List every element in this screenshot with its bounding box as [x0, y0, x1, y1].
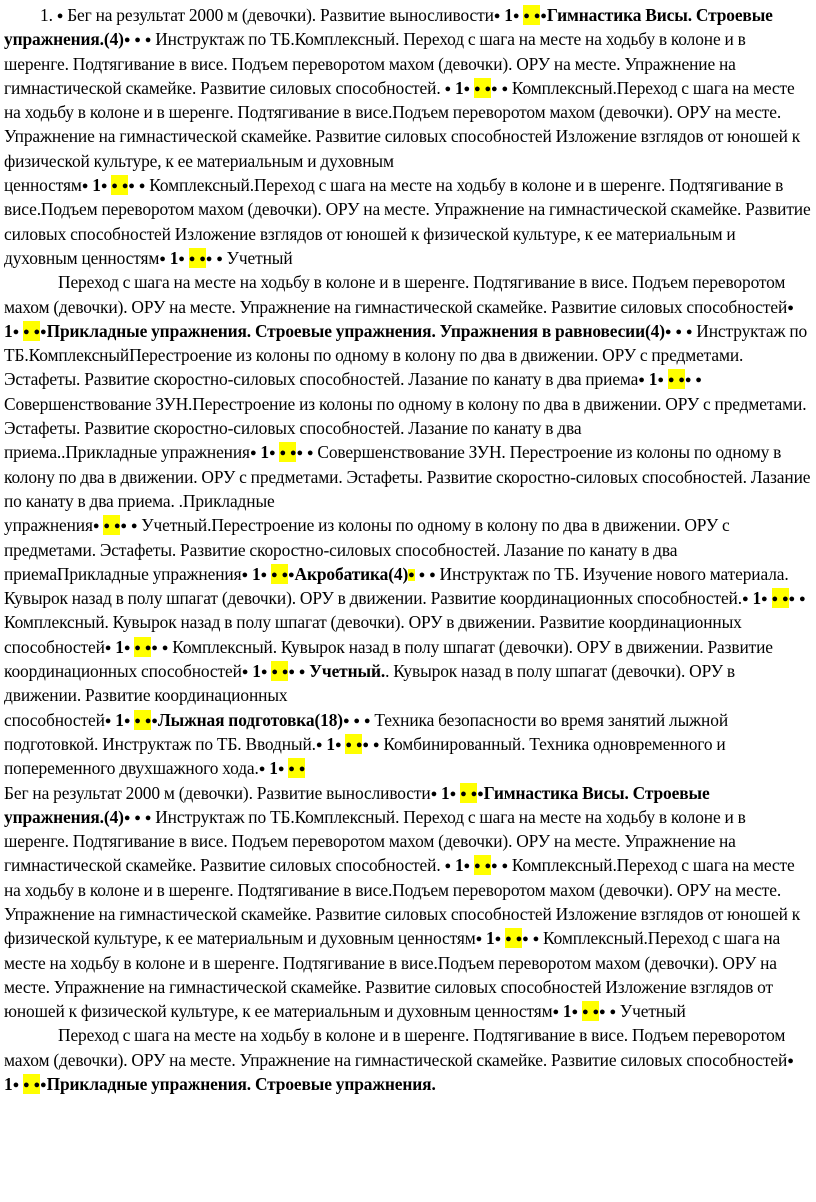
bullet-dot-icon: ● [372, 738, 380, 751]
bullet-dot-icon: ● [430, 787, 438, 800]
bullet-dot-icon: ● [40, 325, 47, 338]
bold-text: 1 [451, 77, 464, 98]
bullet-dot-icon: ● [123, 811, 131, 824]
bullet-dot-icon: ● [241, 666, 249, 679]
bold-text: 1 [644, 369, 658, 390]
bullet-pair [353, 710, 370, 730]
bullet-dot-icon: ● [474, 860, 481, 873]
highlighted-bullets [271, 564, 288, 584]
bullet-dot-icon: ● [100, 180, 108, 193]
bullet-dot-icon: ● [296, 447, 303, 460]
text-run: способностей [4, 636, 105, 657]
bullet-pair [296, 442, 313, 462]
bullet-dot-icon: ● [271, 568, 278, 581]
bullet-dot-icon: ● [761, 593, 768, 606]
bullet-dot-icon: ● [161, 641, 169, 654]
bold-text: 1 [500, 5, 513, 25]
bullet-dot-icon: ● [306, 447, 314, 460]
bullet-dot-icon: ● [491, 82, 498, 95]
bullet-dot-icon: ● [474, 82, 481, 95]
bullet-dot-icon: ● [512, 10, 520, 22]
bullet-pair [151, 637, 168, 657]
bullet-dot-icon: ● [277, 763, 285, 776]
bullet-dot-icon: ● [533, 10, 541, 22]
bullet-dot-icon: ● [552, 1006, 559, 1019]
text-run: Переход с шага на месте на ходьбу в колоне и в шеренге. Подтягивание в висе. Подъем переворотом махом (девочки). ОРУ на месте. Упражнение на гимнастической скамейке. Развитие силовых способностей [4, 272, 788, 317]
bullet-dot-icon: ● [493, 10, 501, 22]
highlighted-bullets [134, 637, 151, 657]
bullet-dot-icon: ● [342, 714, 350, 727]
text-run: Переход с шага на месте на ходьбу в колоне и в шеренге. Подтягивание в висе. Подъем переворотом махом (девочки). ОРУ на месте. Упражнение на гимнастической скамейке. Развитие силовых способностей [4, 1025, 788, 1070]
bullet-dot-icon: ● [40, 1079, 47, 1092]
text-run: Совершенствование ЗУН. Перестроение из колоны по одному в колону по два в движении. ОРУ с предметами. Эстафеты. Развитие скоростно-силовых способностей. Лазание по канату в два приема. .Прикладные [4, 442, 811, 511]
bullet-dot-icon: ● [205, 252, 213, 265]
highlighted-bullets [134, 710, 151, 730]
bold-text: 1 [482, 928, 495, 949]
bullet-dot-icon: ● [501, 860, 508, 873]
bullet-dot-icon: ● [598, 1006, 606, 1019]
highlighted-bullets [523, 5, 540, 25]
bullet-dot-icon: ● [249, 447, 257, 460]
bullet-dot-icon: ● [362, 738, 369, 751]
bullet-dot-icon: ● [501, 82, 508, 95]
bullet-dot-icon: ● [260, 568, 268, 581]
bullet-dot-icon: ● [609, 1006, 616, 1019]
bullet-dot-icon: ● [92, 520, 100, 533]
text-run: Комплексный. Кувырок назад в полу шпагат (девочки). ОРУ в движении. Развитие координационных способностей [4, 636, 773, 682]
bullet-dot-icon: ● [279, 447, 286, 460]
text-run: Инструктаж по ТБ.КомплексныйПерестроение из колоны по одному в колону по два в движении. ОРУ с предметами. Эстафеты. Развитие скоростно-силовых способностей. Лазание по канату в два приема [4, 320, 808, 390]
bullet-dot-icon: ● [345, 738, 352, 751]
bullet-dot-icon: ● [260, 666, 268, 679]
bullet-pair [491, 855, 508, 875]
bullet-dot-icon: ● [104, 641, 112, 654]
bullet-dot-icon: ● [241, 568, 249, 581]
bullet-dot-icon: ● [685, 325, 693, 338]
bullet-dot-icon: ● [288, 568, 295, 581]
bullet-dot-icon: ● [592, 1006, 599, 1019]
highlighted-bullets [668, 369, 685, 389]
bold-text: 1 [451, 855, 464, 876]
bullet-dot-icon: ● [684, 374, 692, 387]
text-run: упражнения [4, 515, 93, 536]
bullet-dot-icon: ● [334, 738, 342, 751]
bullet-pair [206, 248, 223, 268]
bullet-dot-icon: ● [484, 860, 491, 873]
bullet-pair [675, 321, 692, 341]
bullet-dot-icon: ● [787, 301, 794, 314]
bullet-dot-icon: ● [657, 374, 664, 387]
bullet-dot-icon: ● [56, 10, 64, 22]
bullet-dot-icon: ● [113, 520, 121, 533]
bullet-dot-icon: ● [444, 860, 452, 873]
bold-text: Гимнастика Висы. Строевые упражнения.(4) [4, 782, 710, 827]
bullet-dot-icon: ● [460, 787, 467, 800]
bullet-dot-icon: ● [798, 593, 806, 606]
text-run: Комбинированный. Техника одновременного и попеременного двухшажного хода. [4, 733, 726, 779]
bullet-dot-icon: ● [532, 933, 540, 946]
bullet-dot-icon: ● [144, 811, 152, 824]
bullet-dot-icon: ● [470, 787, 478, 800]
bold-text: 1 [748, 588, 762, 609]
text-run: ценностям [397, 928, 476, 949]
bullet-dot-icon: ● [159, 252, 166, 265]
highlighted-bullets [103, 515, 120, 535]
text-run: приема..Прикладные упражнения [4, 442, 250, 463]
bullet-dot-icon: ● [144, 641, 152, 654]
bold-text: 1 [248, 563, 261, 584]
bullet-dot-icon: ● [134, 714, 141, 727]
bullet-dot-icon: ● [134, 811, 141, 824]
bold-text: 1 [322, 733, 335, 754]
bullet-dot-icon: ● [151, 641, 158, 654]
bullet-dot-icon: ● [216, 252, 223, 265]
bold-text: 1 [111, 709, 124, 730]
bullet-pair [134, 29, 151, 49]
bullet-dot-icon: ● [281, 666, 289, 679]
text-run: Инструктаж по ТБ.Комплексный. Переход с шага на месте на ходьбу в колоне и в шеренге. Подтягивание в висе. Подъем переворотом махом (девочки). ОРУ на месте. Упражнение на гимнастической скамейке. Развитие силовых способностей. [4, 806, 746, 876]
bullet-dot-icon: ● [695, 374, 702, 387]
bullet-dot-icon: ● [444, 82, 452, 95]
bullet-dot-icon: ● [788, 593, 796, 606]
bullet-pair [522, 928, 539, 948]
highlighted-bullets [460, 783, 477, 803]
bullet-dot-icon: ● [781, 593, 789, 606]
bullet-dot-icon: ● [581, 1006, 589, 1019]
bullet-dot-icon: ● [134, 641, 141, 654]
bullet-dot-icon: ● [281, 568, 288, 581]
highlighted-bullets [271, 661, 288, 681]
bold-text: 1 [88, 175, 101, 196]
bullet-dot-icon: ● [111, 180, 118, 193]
bullet-dot-icon: ● [363, 714, 371, 727]
bold-text: 1 [4, 1074, 13, 1095]
bullet-dot-icon: ● [505, 933, 512, 946]
bullet-dot-icon: ● [463, 82, 471, 95]
highlighted-bullets [288, 758, 305, 778]
bullet-dot-icon: ● [151, 714, 158, 727]
bullet-dot-icon: ● [103, 520, 110, 533]
bullet-dot-icon: ● [271, 666, 278, 679]
bold-text: 1 [256, 442, 269, 463]
bullet-dot-icon: ● [787, 1054, 794, 1067]
bullet-pair [362, 734, 379, 754]
bullet-dot-icon: ● [522, 933, 529, 946]
bullet-dot-icon: ● [289, 447, 297, 460]
bullet-dot-icon: ● [540, 10, 547, 22]
bullet-dot-icon: ● [463, 860, 471, 873]
paragraph [4, 3, 812, 270]
bullet-dot-icon: ● [144, 714, 152, 727]
bullet-pair [288, 661, 305, 681]
bold-text: 1 [165, 247, 179, 268]
bullet-dot-icon: ● [477, 787, 484, 800]
highlighted-bullets [474, 78, 491, 98]
bullet-dot-icon: ● [33, 325, 41, 338]
bullet-dot-icon: ● [418, 568, 426, 581]
bullet-dot-icon: ● [130, 520, 138, 533]
highlighted-bullets [505, 928, 522, 948]
bullet-dot-icon: ● [298, 666, 306, 679]
text-run: Бег на результат 2000 м (девочки). Развитие выносливости [63, 5, 494, 25]
text-run: Комплексный.Переход с шага на месте на ходьбу в колоне и в шеренге. Подтягивание в висе.Подъем переворотом махом (девочки). ОРУ на месте. Упражнение на гимнастической скамейке. Развитие силовых способностей Изложение взглядов от юношей к физической культуре, к ее материальным и духовным ценностям [4, 175, 811, 268]
bold-text: 1 [437, 782, 450, 803]
bold-text: 1 [559, 1001, 572, 1022]
bullet-dot-icon: ● [515, 933, 523, 946]
bullet-pair [789, 588, 806, 608]
bullet-dot-icon: ● [104, 714, 112, 727]
bullet-dot-icon: ● [120, 520, 127, 533]
text-run: Комплексный.Переход с шага на месте на ходьбу в колоне и в шеренге. Подтягивание в висе.Подъем переворотом махом (девочки). ОРУ на месте. Упражнение на гимнастической скамейке. Развитие силовых способностей Изложение взглядов от юношей к физической культуре, к ее материальным и духовным [4, 77, 801, 171]
bullet-dot-icon: ● [123, 641, 131, 654]
bold-text: Прикладные упражнения. Строевые упражнения. [46, 1074, 436, 1095]
highlighted-bullets [279, 442, 296, 462]
highlighted-bullets [474, 855, 491, 875]
bullet-pair [120, 515, 137, 535]
text-run: Комплексный. Кувырок назад в полу шпагат (девочки). ОРУ в движении. Развитие координационных [4, 612, 742, 633]
bold-text: Акробатика(4) [294, 563, 409, 584]
bullet-pair [134, 807, 151, 827]
text-run: Инструктаж по ТБ.Комплексный. Переход с шага на месте на ходьбу в колоне и в шеренге. Подтягивание в висе. Подъем переворотом махом (девочки). ОРУ на месте. Упражнение на гимнастической скамейке. Развитие силовых способностей. [4, 29, 746, 98]
bullet-pair [419, 564, 436, 584]
bullet-dot-icon: ● [81, 180, 89, 193]
bullet-dot-icon: ● [138, 180, 146, 193]
text-run: Комплексный.Переход с шага на месте на ходьбу в колоне и в шеренге. Подтягивание в висе.Подъем переворотом махом (девочки). ОРУ на месте. Упражнение на гимнастической скамейке. Развитие силовых способностей Изложение взглядов от юношей к физической культуре, к ее материальным и духовным ценностям [4, 928, 781, 1022]
bullet-dot-icon: ● [144, 34, 152, 47]
text-run: Бег на результат 2000 м (девочки). Развитие выносливости [4, 782, 431, 803]
text-run: 1. [40, 5, 57, 25]
bullet-dot-icon: ● [288, 763, 295, 776]
highlighted-bullets [772, 588, 789, 608]
bullet-dot-icon: ● [491, 860, 498, 873]
bullet-dot-icon: ● [258, 763, 266, 776]
bold-text: 1 [248, 661, 261, 682]
text-run: Комплексный.Переход с шага на месте на ходьбу в колоне и в шеренге. Подтягивание в висе.Подъем переворотом махом (девочки). ОРУ на месте. Упражнение на гимнастической скамейке. Развитие силовых способностей Изложение взглядов от юношей к физической культуре, к ее материальным и духовным [4, 855, 801, 949]
paragraph [4, 1023, 812, 1096]
text-run: ценностям [4, 175, 82, 196]
text-run: Техника безопасности во время занятий лыжной подготовкой. Инструктаж по ТБ. Вводный. [4, 709, 729, 754]
bullet-dot-icon: ● [23, 325, 30, 338]
bold-text: Прикладные упражнения. Строевые упражнения. Упражнения в равновесии(4) [46, 320, 665, 341]
bullet-pair [685, 369, 702, 389]
bullet-dot-icon: ● [494, 933, 502, 946]
bullet-dot-icon: ● [678, 374, 685, 387]
text-run: . Кувырок назад в полу шпагат (девочки). ОРУ в движении. Развитие координационных [4, 661, 735, 706]
bullet-dot-icon: ● [667, 374, 675, 387]
bullet-dot-icon: ● [123, 714, 131, 727]
highlighted-bullets [23, 321, 40, 341]
bullet-dot-icon: ● [288, 666, 295, 679]
bullet-dot-icon: ● [23, 1079, 30, 1092]
text-run: Инструктаж по ТБ. Изучение нового материала. Кувырок назад в полу шпагат (девочки). ОРУ в движении. Развитие координационных способностей. [4, 563, 789, 609]
text-run: Совершенствование ЗУН.Перестроение из колоны по одному в колону по два в движении. ОРУ с предметами. Эстафеты. Развитие скоростно-силовых способностей. Лазание по канату в два [4, 393, 807, 439]
bold-text: Лыжная подготовка(18) [157, 709, 343, 730]
bold-text: 1 [111, 636, 124, 657]
highlighted-bullets [111, 175, 128, 195]
bullet-dot-icon: ● [771, 593, 779, 606]
bullet-dot-icon: ● [121, 180, 129, 193]
bullet-pair [491, 78, 508, 98]
highlighted-bullets [189, 248, 206, 268]
bold-text: 1 [265, 758, 278, 779]
bullet-dot-icon: ● [33, 1079, 41, 1092]
bullet-dot-icon: ● [188, 252, 196, 265]
bullet-dot-icon: ● [475, 933, 483, 946]
bullet-dot-icon: ● [123, 34, 131, 47]
highlighted-bullets [23, 1074, 40, 1094]
bullet-dot-icon: ● [315, 738, 323, 751]
bullet-dot-icon: ● [355, 738, 363, 751]
bullet-pair [128, 175, 145, 195]
bullet-dot-icon: ● [128, 180, 135, 193]
bullet-dot-icon: ● [298, 763, 306, 776]
text-run: Учетный [222, 247, 293, 268]
bold-text: Гимнастика Висы. Строевые упражнения.(4) [4, 5, 773, 50]
bullet-dot-icon: ● [408, 568, 415, 581]
bullet-dot-icon: ● [178, 252, 185, 265]
text-run: Учетный [615, 1001, 686, 1022]
bullet-dot-icon: ● [523, 10, 530, 22]
bullet-dot-icon: ● [741, 593, 749, 606]
text-run: способностей [4, 709, 105, 730]
bullet-dot-icon: ● [134, 34, 141, 47]
bullet-dot-icon: ● [12, 325, 20, 338]
bullet-dot-icon: ● [484, 82, 491, 95]
paragraph [4, 781, 812, 1024]
bold-text: 1 [4, 320, 13, 341]
text-run: Учетный.Перестроение из колоны по одному в колону по два в движении. ОРУ с предметами. Эстафеты. Развитие скоростно-силовых способностей. Лазание по канату в два приемаПрикладные упражнения [4, 515, 730, 584]
bullet-dot-icon: ● [571, 1006, 579, 1019]
bullet-dot-icon: ● [199, 252, 206, 265]
paragraph [4, 270, 812, 780]
bullet-dot-icon: ● [429, 568, 436, 581]
bullet-dot-icon: ● [268, 447, 276, 460]
bold-text: Учетный. [305, 661, 386, 682]
bullet-dot-icon: ● [353, 714, 360, 727]
bullet-dot-icon: ● [638, 374, 645, 387]
bullet-dot-icon: ● [675, 325, 682, 338]
highlighted-bullets [582, 1001, 599, 1021]
highlighted-bullets [345, 734, 362, 754]
bullet-dot-icon: ● [449, 787, 457, 800]
bullet-dot-icon: ● [12, 1079, 20, 1092]
bullet-pair [599, 1001, 616, 1021]
bullet-dot-icon: ● [664, 325, 672, 338]
